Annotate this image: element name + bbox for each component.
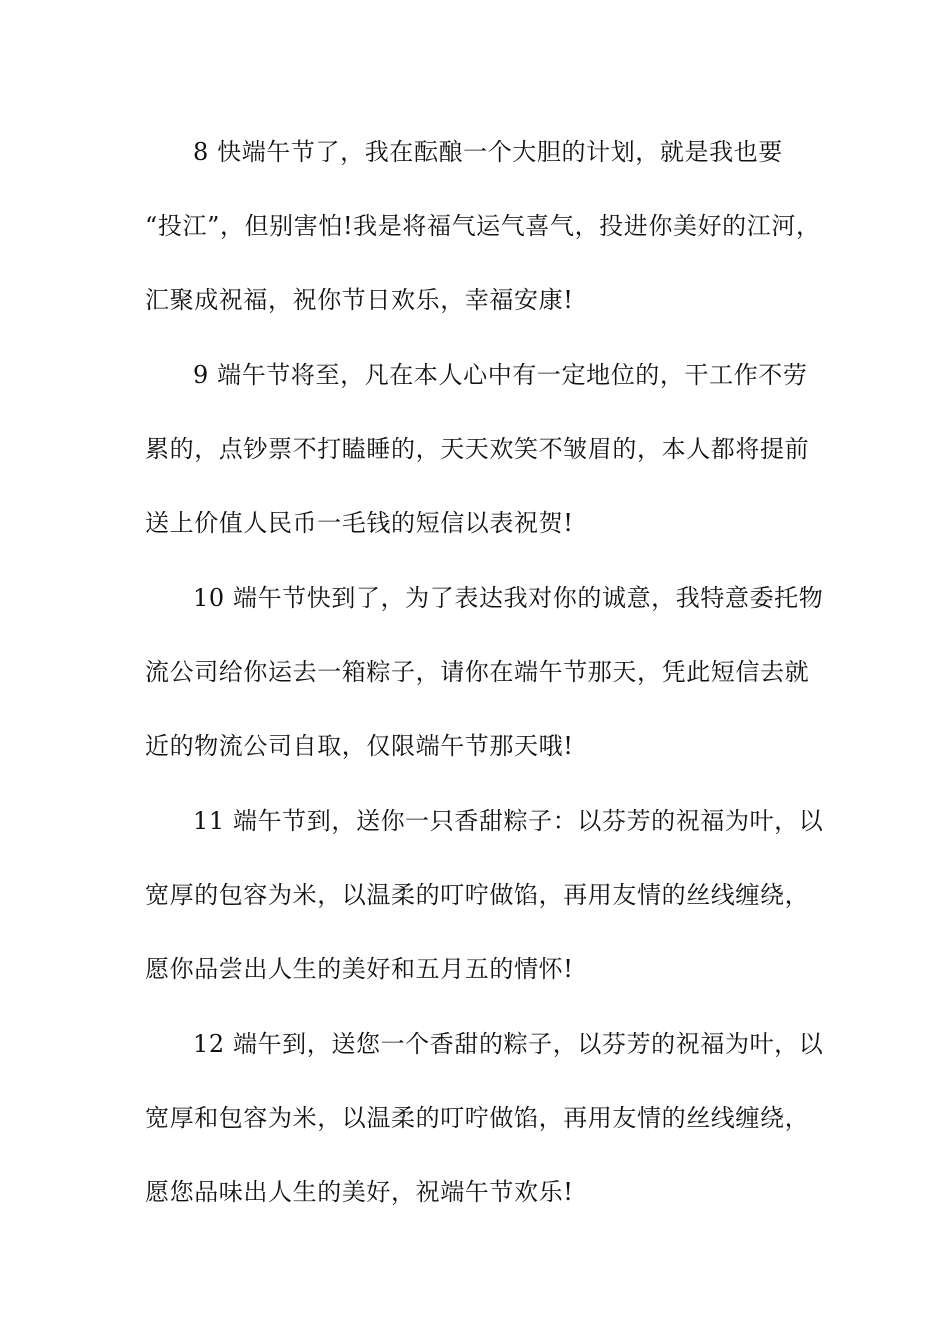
paragraph-line: 汇聚成祝福，祝你节日欢乐，幸福安康! xyxy=(145,286,574,314)
paragraph-line: “投江”，但别害怕!我是将福气运气喜气，投进你美好的江河， xyxy=(145,212,821,240)
paragraph-line: 愿您品味出人生的美好，祝端午节欢乐! xyxy=(145,1178,574,1206)
paragraph-line: 11 端午节到，送你一只香甜粽子：以芬芳的祝福为叶，以 xyxy=(193,807,824,835)
paragraph-line: 8 快端午节了，我在酝酿一个大胆的计划，就是我也要 xyxy=(193,138,783,166)
paragraph-line: 宽厚和包容为米，以温柔的叮咛做馅，再用友情的丝线缠绕， xyxy=(145,1104,810,1132)
paragraph-line: 送上价值人民币一毛钱的短信以表祝贺! xyxy=(145,509,574,537)
paragraph-line: 12 端午到，送您一个香甜的粽子，以芬芳的祝福为叶，以 xyxy=(193,1030,824,1058)
paragraph-line: 10 端午节快到了，为了表达我对你的诚意，我特意委托物 xyxy=(193,584,824,612)
paragraph-line: 近的物流公司自取，仅限端午节那天哦! xyxy=(145,732,574,760)
paragraph-line: 流公司给你运去一箱粽子，请你在端午节那天，凭此短信去就 xyxy=(145,658,810,686)
paragraph-line: 宽厚的包容为米，以温柔的叮咛做馅，再用友情的丝线缠绕， xyxy=(145,881,810,909)
paragraph-line: 累的，点钞票不打瞌睡的，天天欢笑不皱眉的，本人都将提前 xyxy=(145,435,810,463)
paragraph-line: 9 端午节将至，凡在本人心中有一定地位的，干工作不劳 xyxy=(193,361,808,389)
paragraph-line: 愿你品尝出人生的美好和五月五的情怀! xyxy=(145,955,574,983)
